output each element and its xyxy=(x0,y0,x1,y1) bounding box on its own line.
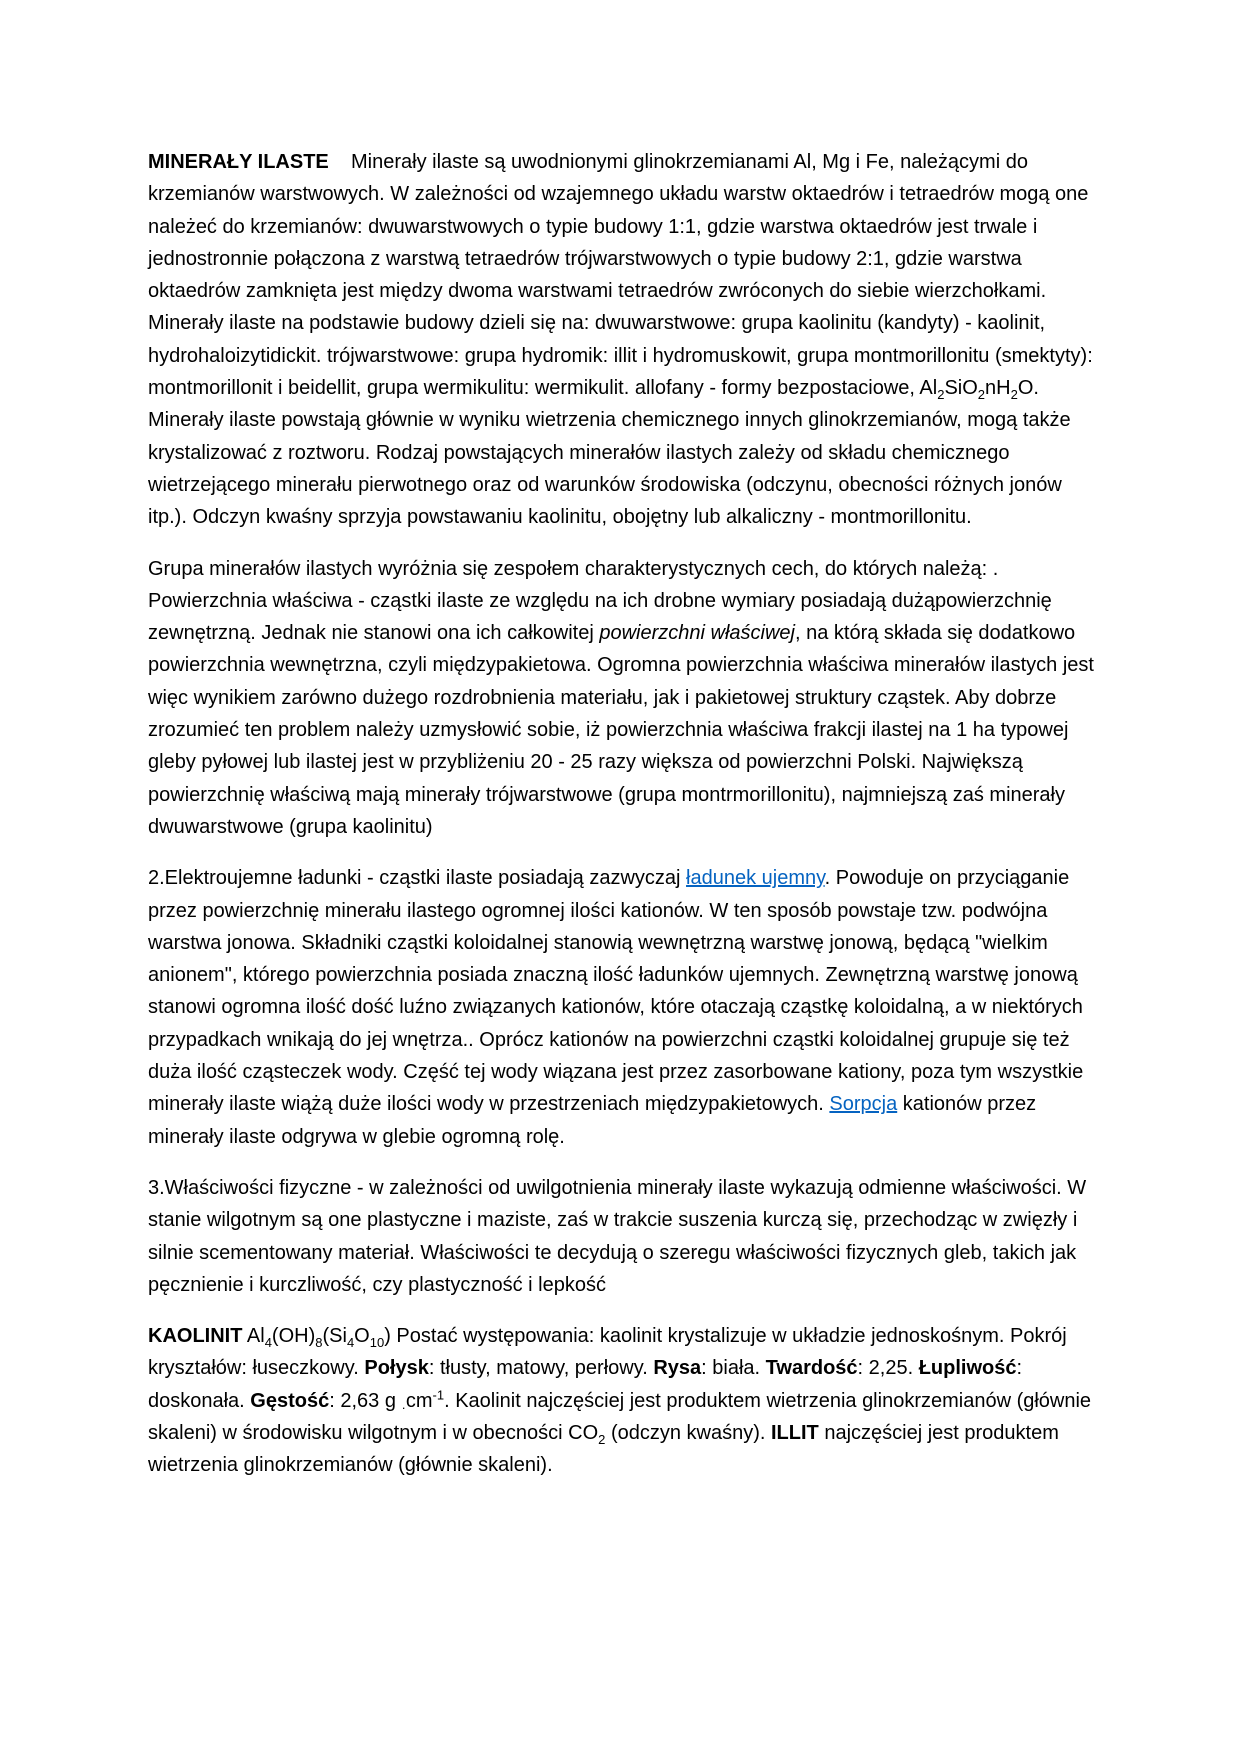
text: cm xyxy=(405,1389,433,1412)
paragraph-specific-surface xyxy=(148,553,1098,844)
formula: O xyxy=(354,1325,370,1348)
formula: (Si xyxy=(322,1325,347,1348)
link-sorption[interactable]: Sorpcja xyxy=(829,1093,898,1116)
text: Minerały ilaste są uwodnionymi glinokrzemianami Al, Mg i Fe, należącymi do krzemianów warstwowych. W zależności od wzajemnego układu warstw oktaedrów i tetraedrów mogą one należeć do krzemianów: dwuwarstwowych o typie budowy 1:1, gdzie warstwa oktaedrów jest trwale i jednostronnie połączona z warstwą tetraedrów trójwarstwowych o typie budowy 2:1, gdzie warstwa oktaedrów zamknięta jest między dwoma warstwami tetraedrów zwróconych do siebie wierzchołkami. Minerały ilaste na podstawie budowy dzieli się na: dwuwarstwowe: grupa kaolinitu (kandyty) - kaolinit, hydrohaloizytidickit. trójwarstwowe: grupa hydromik: illit i hydromuskowit, grupa montmorillonitu (smektyty): montmorillonit i beidellit, grupa wermikulitu: wermikulit. allofany - formy bezpostaciowe, Al xyxy=(148,151,1093,400)
heading-clay-minerals: MINERAŁY ILASTE xyxy=(148,151,329,173)
text: : tłusty, matowy, perłowy. xyxy=(428,1357,654,1380)
text: O. Minerały ilaste powstają głównie w wyniku wietrzenia chemicznego innych glinokrzemianów, mogą także krystalizować z roztworu. Rodzaj powstających minerałów ilastych zależy od składu chemicznego wietrzejącego minerału pierwotnego oraz od warunków środowiska (odczynu, obecności różnych jonów itp.). Odczyn kwaśny sprzyja powstawaniu kaolinitu, obojętny lub alkaliczny - montmorillonitu. xyxy=(148,377,1071,529)
text: 2.Elektroujemne ładunki - cząstki ilaste posiadają zazwyczaj xyxy=(148,867,687,890)
formula: ) xyxy=(384,1325,391,1348)
text: . Kaolinit najczęściej jest produktem wietrzenia glinokrzemianów (głównie skaleni) w środowisku wilgotnym i w obecności CO xyxy=(148,1389,1092,1444)
text: : biała. xyxy=(701,1357,766,1380)
subscript: 2 xyxy=(1010,387,1018,403)
text: najczęściej jest produktem wietrzenia glinokrzemianów (głównie skaleni). xyxy=(148,1421,1059,1477)
formula: Al xyxy=(242,1325,265,1348)
unit-dot: · xyxy=(401,1399,406,1415)
formula: (OH) xyxy=(271,1325,316,1348)
text: Postać występowania: kaolinit krystalizuje w układzie jednoskośnym. Pokrój kryształów: łuseczkowy. xyxy=(148,1325,1067,1380)
label-cleavage: Łupliwość xyxy=(918,1357,1017,1380)
text: Grupa minerałów ilastych wyróżnia się zespołem charakterystycznych cech, do których należą: . Powierzchnia właściwa - cząstki ilaste ze względu na ich drobne wymiary posiadają dużąpowierzchnię zewnętrzną. Jednak nie stanowi ona ich całkowitej xyxy=(148,557,1052,645)
paragraph-negative-charges xyxy=(148,862,1098,1153)
subscript: 2 xyxy=(937,387,945,403)
text: : 2,25. xyxy=(857,1357,919,1380)
text: (odczyn kwaśny). xyxy=(605,1421,771,1444)
link-negative-charge[interactable]: ładunek ujemny xyxy=(686,867,825,890)
document-page xyxy=(148,146,1098,1501)
subscript: 4 xyxy=(264,1335,272,1351)
heading-kaolinite: KAOLINIT xyxy=(148,1325,243,1348)
superscript: -1 xyxy=(432,1387,445,1403)
text: SiO xyxy=(944,377,978,400)
subscript: 2 xyxy=(977,387,986,403)
paragraph-physical-properties xyxy=(148,1172,1098,1301)
label-streak: Rysa xyxy=(653,1357,702,1380)
text: 3.Właściwości fizyczne - w zależności od uwilgotnienia minerały ilaste wykazują odmienne właściwości. W stanie wilgotnym są one plastyczne i maziste, zaś w trakcie suszenia kurczą się, przechodząc w zwięzły i silnie scementowany materiał. Właściwości te decydują o szeregu właściwości fizycznych gleb, takich jak pęcznienie i kurczliwość, czy plastyczność i lepkość xyxy=(148,1176,1087,1296)
label-hardness: Twardość xyxy=(765,1357,858,1380)
paragraph-clay-minerals xyxy=(148,146,1098,534)
label-density: Gęstość xyxy=(250,1389,330,1412)
text: nH xyxy=(985,377,1011,400)
text: kationów przez minerały ilaste odgrywa w glebie ogromną rolę. xyxy=(148,1093,1037,1148)
text: : 2,63 g xyxy=(329,1389,402,1412)
subscript: 2 xyxy=(598,1431,606,1447)
paragraph-kaolinite xyxy=(148,1320,1098,1481)
label-luster: Połysk xyxy=(364,1357,429,1380)
subscript: 8 xyxy=(315,1335,323,1351)
italic-term: powierzchni właściwej xyxy=(599,622,795,645)
text: , na którą składa się dodatkowo powierzchnia wewnętrzna, czyli międzypakietowa. Ogromna powierzchnia właściwa minerałów ilastych jest więc wynikiem zarówno dużego rozdrobnienia materiału, jak i pakietowej struktury cząstek. Aby dobrze zrozumieć ten problem należy uzmysłowić sobie, iż powierzchnia właściwa frakcji ilastej na 1 ha typowej gleby pyłowej lub ilastej jest w przybliżeniu 20 - 25 razy większa od powierzchni Polski. Największą powierzchnię właściwą mają minerały trójwarstwowe (grupa montrmorillonitu), najmniejszą zaś minerały dwuwarstwowe (grupa kaolinitu) xyxy=(148,622,1094,838)
text: . Powoduje on przyciąganie przez powierzchnię minerału ilastego ogromnej ilości kationów. W ten sposób powstaje tzw. podwójna warstwa jonowa. Składniki cząstki koloidalnej stanowią wewnętrzną warstwę jonową, będącą "wielkim anionem", którego powierzchnia posiada znaczną ilość ładunków ujemnych. Zewnętrzną warstwę jonową stanowi ogromna ilość dość luźno związanych kationów, które otaczają cząstkę koloidalną, a w niektórych przypadkach wnikają do jej wnętrza.. Oprócz kationów na powierzchni cząstki koloidalnej grupuje się też duża ilość cząsteczek wody. Część tej wody wiązana jest przez zasorbowane kationy, poza tym wszystkie minerały ilaste wiążą duże ilości wody w przestrzeniach międzypakietowych. xyxy=(148,867,1084,1116)
subscript: 4 xyxy=(346,1335,355,1351)
heading-illite: ILLIT xyxy=(771,1421,819,1444)
subscript: 10 xyxy=(369,1335,385,1351)
text: : doskonała. xyxy=(148,1357,1023,1412)
